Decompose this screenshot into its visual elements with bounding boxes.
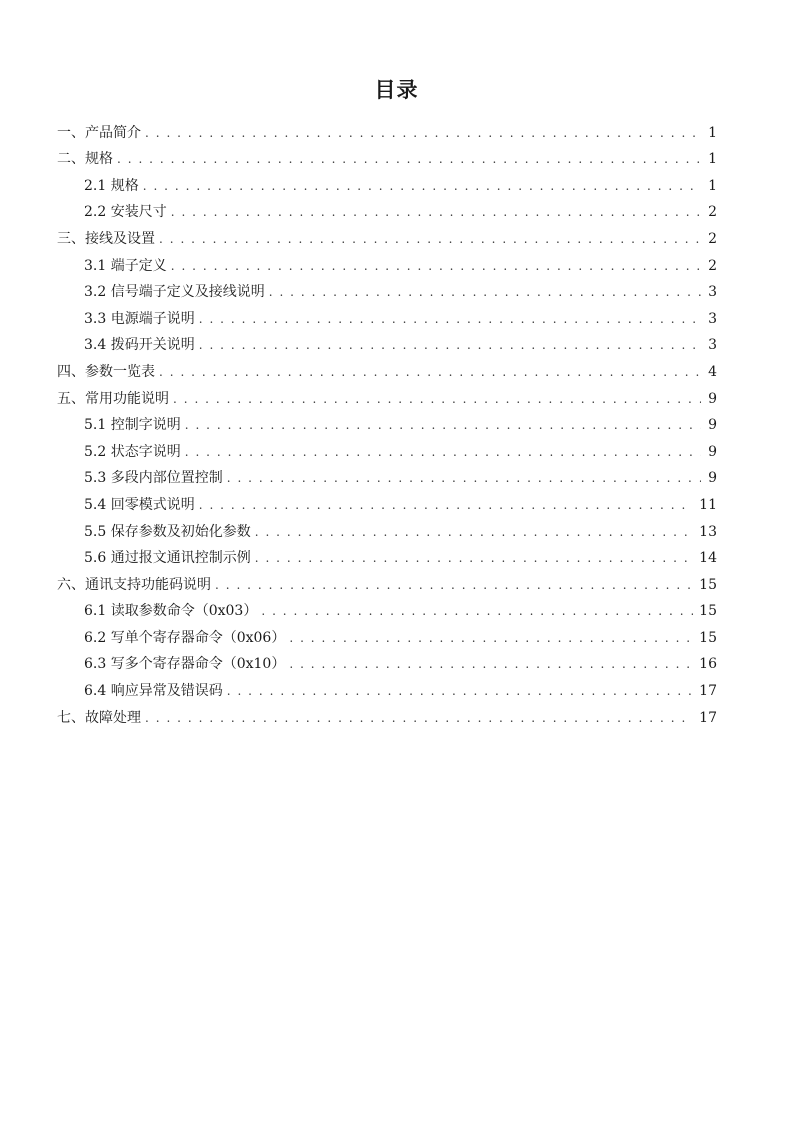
toc-entry-page: 16	[699, 656, 717, 673]
toc-entry-page: 14	[699, 550, 717, 567]
toc-entry-page: 15	[699, 576, 717, 593]
toc-dot-leader	[255, 549, 693, 567]
toc-entry-page: 1	[708, 151, 717, 168]
toc-dot-leader	[227, 469, 701, 487]
toc-entry-page: 9	[708, 390, 717, 407]
toc-entry[interactable]	[57, 275, 717, 302]
toc-entry-page: 4	[708, 363, 717, 380]
toc-entry-label: 6.3 写多个寄存器命令（0x10）	[84, 656, 286, 673]
toc-title: 目录	[374, 78, 419, 102]
toc-dot-leader	[159, 363, 701, 381]
toc-entry-label: 5.5 保存参数及初始化参数	[84, 523, 251, 540]
toc-entry-label: 3.3 电源端子说明	[84, 310, 195, 327]
toc-dot-leader	[199, 496, 693, 514]
toc-dot-leader	[145, 709, 693, 727]
toc-entry[interactable]	[57, 168, 717, 195]
toc-dot-leader	[185, 443, 701, 461]
toc-entry[interactable]	[57, 115, 717, 142]
toc-entry[interactable]	[57, 567, 717, 594]
toc-entry-label: 5.1 控制字说明	[84, 417, 181, 434]
toc-entry[interactable]	[57, 594, 717, 621]
toc-dot-leader	[289, 629, 693, 647]
toc-dot-leader	[261, 602, 693, 620]
toc-entry-label: 3.2 信号端子定义及接线说明	[84, 284, 265, 301]
toc-entry-label: 四、参数一览表	[57, 363, 155, 380]
toc-entry-label: 5.6 通过报文通讯控制示例	[84, 550, 251, 567]
toc-entry-label: 5.4 回零模式说明	[84, 496, 195, 513]
toc-entry[interactable]	[57, 487, 717, 514]
toc-dot-leader	[227, 682, 693, 700]
toc-entry-label: 三、接线及设置	[57, 230, 155, 247]
toc-entry-page: 9	[708, 417, 717, 434]
toc-dot-leader	[269, 283, 701, 301]
toc-entry-page: 17	[699, 709, 717, 726]
toc-list	[57, 115, 717, 727]
toc-entry-page: 2	[708, 230, 717, 247]
toc-entry[interactable]	[57, 700, 717, 727]
toc-entry[interactable]	[57, 647, 717, 674]
toc-entry-page: 1	[708, 177, 717, 194]
toc-entry[interactable]	[57, 434, 717, 461]
toc-entry[interactable]	[57, 301, 717, 328]
toc-entry[interactable]	[57, 408, 717, 435]
toc-dot-leader	[199, 310, 701, 328]
toc-entry-label: 二、规格	[57, 151, 113, 168]
toc-entry-label: 一、产品简介	[57, 124, 141, 141]
toc-dot-leader	[117, 150, 701, 168]
toc-dot-leader	[159, 230, 701, 248]
toc-entry[interactable]	[57, 354, 717, 381]
toc-entry-label: 五、常用功能说明	[57, 390, 169, 407]
toc-entry-label: 5.3 多段内部位置控制	[84, 470, 223, 487]
toc-entry-label: 6.1 读取参数命令（0x03）	[84, 603, 258, 620]
toc-entry-page: 17	[699, 683, 717, 700]
toc-entry[interactable]	[57, 620, 717, 647]
toc-entry-page: 9	[708, 470, 717, 487]
toc-entry[interactable]	[57, 195, 717, 222]
toc-dot-leader	[173, 390, 701, 408]
toc-entry[interactable]	[57, 381, 717, 408]
toc-entry-label: 6.4 响应异常及错误码	[84, 683, 223, 700]
toc-entry-page: 3	[708, 337, 717, 354]
toc-dot-leader	[143, 177, 701, 195]
toc-entry[interactable]	[57, 673, 717, 700]
toc-dot-leader	[185, 416, 701, 434]
toc-entry-page: 11	[699, 496, 717, 513]
toc-entry[interactable]	[57, 142, 717, 169]
toc-entry-label: 七、故障处理	[57, 709, 141, 726]
toc-entry-page: 15	[699, 603, 717, 620]
toc-entry[interactable]	[57, 328, 717, 355]
toc-entry-label: 2.1 规格	[84, 177, 139, 194]
toc-entry-page: 9	[708, 443, 717, 460]
toc-entry-page: 15	[699, 629, 717, 646]
toc-entry-page: 3	[708, 310, 717, 327]
toc-entry-page: 2	[708, 257, 717, 274]
toc-entry-label: 5.2 状态字说明	[84, 443, 181, 460]
toc-entry-page: 13	[699, 523, 717, 540]
toc-entry[interactable]	[57, 541, 717, 568]
toc-dot-leader	[171, 203, 701, 221]
toc-entry-label: 3.1 端子定义	[84, 257, 167, 274]
toc-entry[interactable]	[57, 248, 717, 275]
toc-entry-label: 2.2 安装尺寸	[84, 204, 167, 221]
toc-entry[interactable]	[57, 514, 717, 541]
toc-entry[interactable]	[57, 461, 717, 488]
toc-entry-label: 3.4 拨码开关说明	[84, 337, 195, 354]
toc-dot-leader	[199, 336, 701, 354]
toc-entry-label: 6.2 写单个寄存器命令（0x06）	[84, 629, 286, 646]
toc-entry[interactable]	[57, 221, 717, 248]
toc-dot-leader	[215, 576, 693, 594]
toc-entry-label: 六、通讯支持功能码说明	[57, 576, 211, 593]
toc-dot-leader	[145, 124, 701, 142]
toc-dot-leader	[171, 257, 701, 275]
toc-entry-page: 3	[708, 284, 717, 301]
toc-dot-leader	[289, 655, 693, 673]
toc-dot-leader	[255, 523, 693, 541]
toc-entry-page: 2	[708, 204, 717, 221]
toc-entry-page: 1	[708, 124, 717, 141]
